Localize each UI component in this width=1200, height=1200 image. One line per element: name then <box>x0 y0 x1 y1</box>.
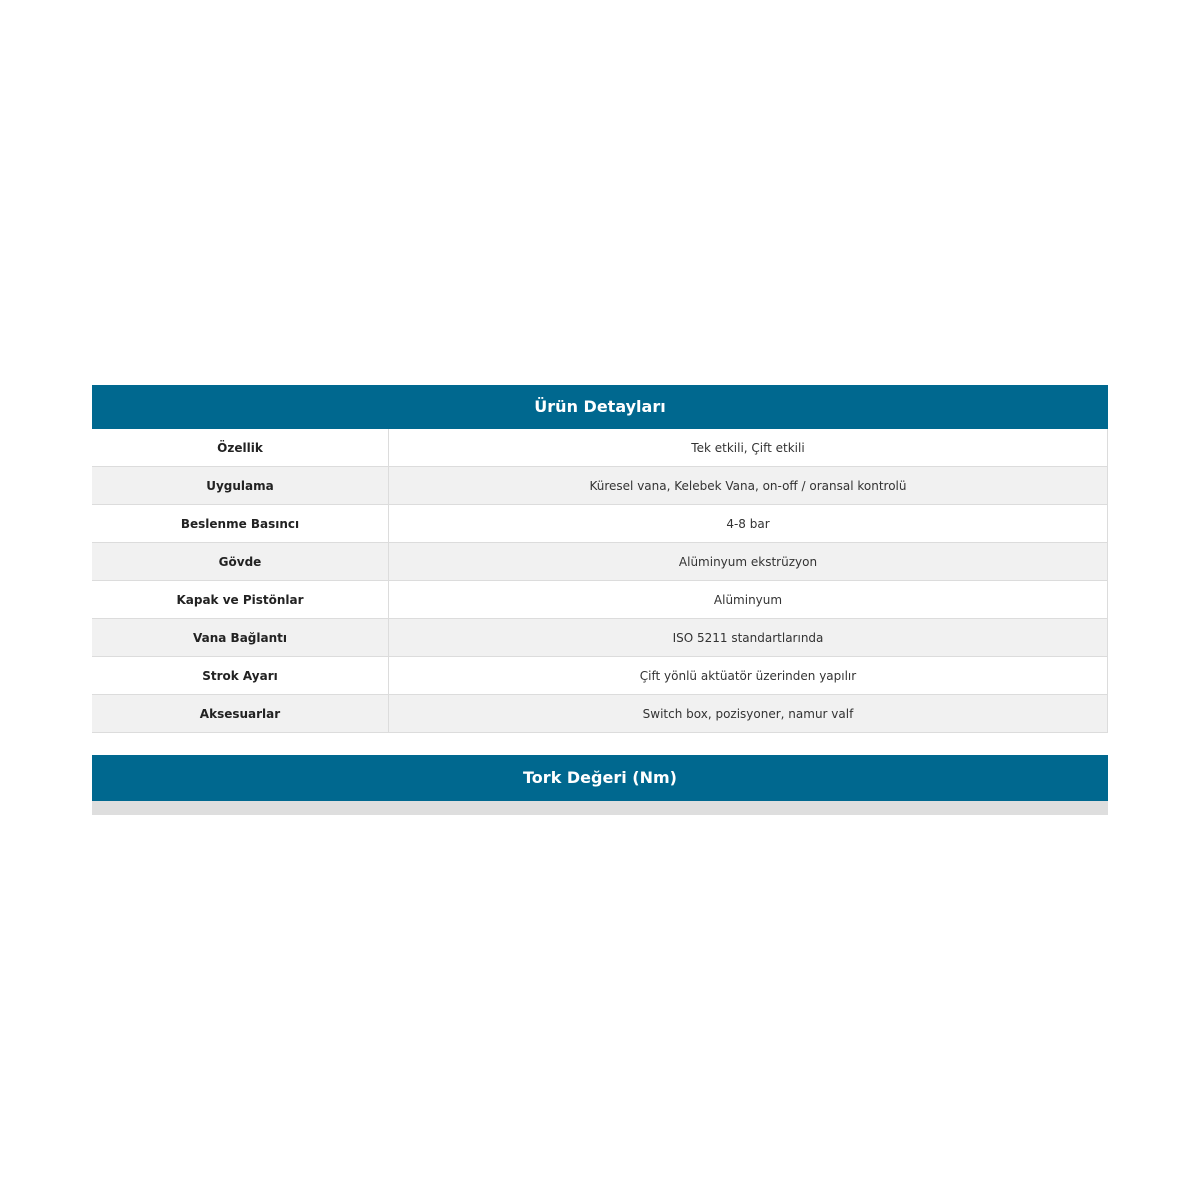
table-row <box>92 429 1108 467</box>
row-label: Uygulama <box>92 467 389 505</box>
row-label: Kapak ve Pistönlar <box>92 581 389 619</box>
table-row <box>92 467 1108 505</box>
row-label: Özellik <box>92 429 389 467</box>
product-details-header: Ürün Detayları <box>92 385 1108 429</box>
row-value: Alüminyum <box>389 581 1108 619</box>
row-label: Aksesuarlar <box>92 695 389 733</box>
torque-content-placeholder <box>92 801 1108 815</box>
product-spec-panel <box>92 385 1108 815</box>
row-label: Gövde <box>92 543 389 581</box>
torque-header: Tork Değeri (Nm) <box>92 755 1108 801</box>
row-value: Alüminyum ekstrüzyon <box>389 543 1108 581</box>
row-label: Strok Ayarı <box>92 657 389 695</box>
row-value: Tek etkili, Çift etkili <box>389 429 1108 467</box>
section-spacer <box>92 733 1108 755</box>
row-value: 4-8 bar <box>389 505 1108 543</box>
row-value: Switch box, pozisyoner, namur valf <box>389 695 1108 733</box>
row-value: Küresel vana, Kelebek Vana, on-off / oransal kontrolü <box>389 467 1108 505</box>
table-row <box>92 581 1108 619</box>
product-details-table <box>92 429 1108 733</box>
row-label: Beslenme Basıncı <box>92 505 389 543</box>
table-row <box>92 505 1108 543</box>
row-value: Çift yönlü aktüatör üzerinden yapılır <box>389 657 1108 695</box>
row-label: Vana Bağlantı <box>92 619 389 657</box>
table-row <box>92 619 1108 657</box>
table-row <box>92 695 1108 733</box>
table-row <box>92 657 1108 695</box>
row-value: ISO 5211 standartlarında <box>389 619 1108 657</box>
table-row <box>92 543 1108 581</box>
